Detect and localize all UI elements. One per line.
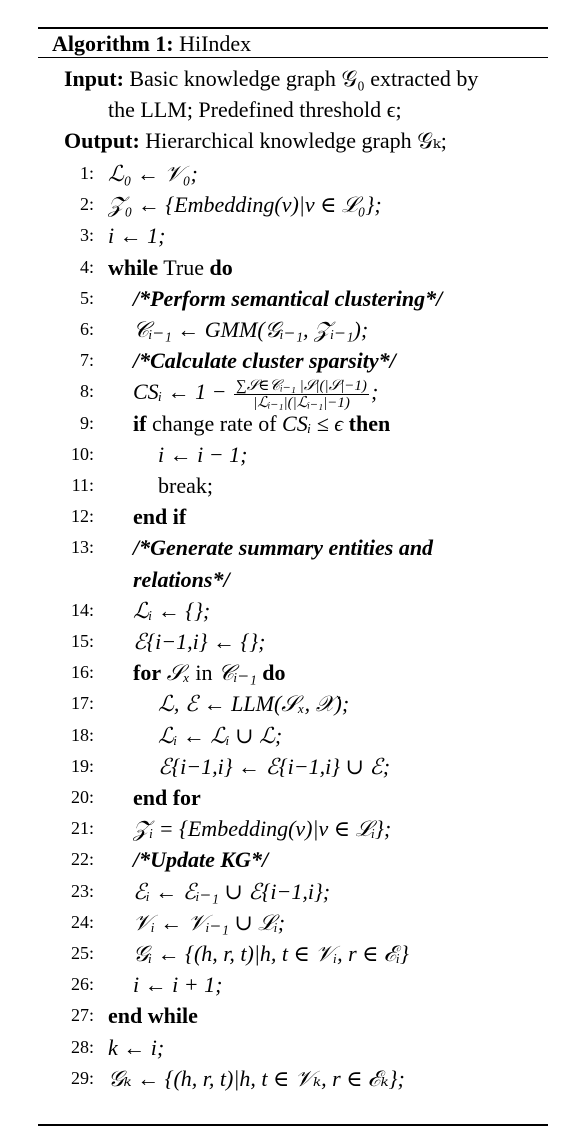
line-number: 27: xyxy=(70,1005,94,1026)
line-content xyxy=(133,345,396,376)
line-content xyxy=(133,813,391,844)
line-number: 2: xyxy=(79,194,94,215)
line-number: 29: xyxy=(70,1067,94,1088)
keyword: if xyxy=(133,410,147,436)
line-number: 24: xyxy=(70,911,94,932)
math-expression: CSᵢ ≤ ϵ xyxy=(282,410,344,436)
math-expression: ℒ₀ ← 𝒱₀; xyxy=(108,161,198,186)
line-number: 14: xyxy=(70,599,94,620)
bottom-rule xyxy=(38,1124,548,1126)
line-number: 9: xyxy=(79,412,94,433)
line-number: 3: xyxy=(79,225,94,246)
math-expression: ℰ{i−1,i} ← ℰ{i−1,i} ∪ ℰ; xyxy=(158,753,391,779)
math-expression: 𝒮ₓ xyxy=(161,660,196,686)
line-content xyxy=(133,844,268,875)
line-content xyxy=(158,470,213,501)
math-expression: 𝒵₀ ← {Embedding(v)|v ∈ ℒ₀}; xyxy=(108,192,382,218)
line-content xyxy=(133,938,409,969)
line-text: change rate of xyxy=(146,410,283,436)
keyword: for xyxy=(133,660,162,686)
line-content xyxy=(133,595,210,626)
keyword: end if xyxy=(133,504,187,530)
line-content xyxy=(158,439,247,470)
output-text: Hierarchical knowledge graph 𝒢ₖ; xyxy=(145,128,447,153)
sparsity-fraction xyxy=(234,378,369,411)
math-expression: ℰ{i−1,i} ← {}; xyxy=(133,629,266,654)
math-expression: 𝒱ᵢ ← 𝒱ᵢ₋₁ ∪ ℒᵢ; xyxy=(133,909,286,935)
comment: relations*/ xyxy=(133,566,230,592)
line-content xyxy=(133,501,186,532)
line-content xyxy=(108,1032,164,1063)
top-rule xyxy=(38,27,548,29)
line-content xyxy=(108,1000,198,1031)
line-number: 11: xyxy=(71,475,94,495)
fraction-numerator: ∑𝒮∈𝒞ᵢ₋₁ |𝒮|(|𝒮|−1) xyxy=(236,377,367,394)
math-expression: ℒᵢ ← {}; xyxy=(133,597,211,623)
math-expression: i ← i − 1; xyxy=(158,441,248,467)
fraction-denominator: |ℒᵢ₋₁|(|ℒᵢ₋₁|−1) xyxy=(253,394,350,411)
line-number: 12: xyxy=(70,506,94,527)
line-number: 7: xyxy=(79,350,94,371)
line-content xyxy=(133,782,201,813)
input-line xyxy=(64,64,478,94)
math-expression: ℒ, ℰ ← LLM(𝒮ₓ, 𝒳); xyxy=(158,691,350,717)
line-content xyxy=(108,1063,405,1094)
math-expression: ; xyxy=(370,379,379,405)
keyword: do xyxy=(209,254,233,280)
line-number: 1: xyxy=(79,163,94,183)
line-number: 4: xyxy=(79,256,94,277)
line-number: 25: xyxy=(70,943,94,963)
math-expression: ℒᵢ ← ℒᵢ ∪ ℒ; xyxy=(158,722,283,748)
line-content xyxy=(133,408,390,439)
line-number: 21: xyxy=(70,818,94,839)
line-content xyxy=(133,532,433,563)
input-line-2 xyxy=(108,95,402,125)
line-number: 28: xyxy=(70,1036,94,1057)
keyword: then xyxy=(343,410,391,436)
line-content xyxy=(133,969,222,1000)
line-content xyxy=(108,220,165,251)
line-content xyxy=(158,688,349,719)
output-label: Output: xyxy=(64,128,140,153)
math-expression: ℰᵢ ← ℰᵢ₋₁ ∪ ℰ{i−1,i}; xyxy=(133,878,331,904)
comment: /*Perform semantical clustering*/ xyxy=(133,285,443,311)
line-number: 18: xyxy=(70,724,94,745)
comment: /*Update KG*/ xyxy=(133,847,269,873)
math-expression: 𝒢ᵢ ← {(h, r, t)|h, t ∈ 𝒱ᵢ, r ∈ ℰᵢ} xyxy=(133,941,409,966)
math-expression: 𝒞ᵢ₋₁ xyxy=(212,660,263,686)
input-label: Input: xyxy=(64,66,124,91)
line-number: 5: xyxy=(79,287,94,308)
line-number: 16: xyxy=(70,662,94,683)
line-content xyxy=(133,283,442,314)
math-expression: i ← i + 1; xyxy=(133,972,223,998)
comment: /*Generate summary entities and xyxy=(133,535,434,561)
line-number: 6: xyxy=(79,319,94,339)
keyword: while xyxy=(108,254,159,280)
line-content xyxy=(133,314,368,345)
line-text: True xyxy=(158,254,210,280)
math-expression: 𝒵ᵢ = {Embedding(v)|v ∈ ℒᵢ}; xyxy=(133,816,392,842)
keyword: end for xyxy=(133,785,201,810)
line-content xyxy=(133,907,285,938)
keyword: do xyxy=(262,660,286,686)
line-number: 15: xyxy=(70,631,94,651)
line-content xyxy=(133,876,330,907)
line-content xyxy=(108,252,233,283)
line-number: 22: xyxy=(70,849,94,870)
line-content xyxy=(158,720,282,751)
line-number: 23: xyxy=(70,880,94,901)
line-number: 19: xyxy=(70,755,94,776)
line-content xyxy=(133,376,378,410)
line-number: 10: xyxy=(70,443,94,464)
math-expression: 𝒞ᵢ₋₁ ← GMM(𝒢ᵢ₋₁, 𝒵ᵢ₋₁); xyxy=(133,317,369,342)
line-content xyxy=(133,626,265,657)
line-content xyxy=(108,158,198,189)
line-content xyxy=(133,657,286,688)
comment: /*Calculate cluster sparsity*/ xyxy=(133,348,396,374)
line-content xyxy=(158,751,390,782)
math-expression: 𝒢ₖ ← {(h, r, t)|h, t ∈ 𝒱ₖ, r ∈ ℰₖ}; xyxy=(108,1065,405,1091)
math-expression: i ← 1; xyxy=(108,223,166,249)
line-text: break; xyxy=(158,473,213,498)
line-number: 8: xyxy=(79,381,94,402)
line-number: 13: xyxy=(70,537,94,558)
line-text: in xyxy=(195,660,213,686)
algorithm-name: HiIndex xyxy=(179,31,252,56)
line-number: 17: xyxy=(70,693,94,714)
algorithm-title xyxy=(52,31,251,57)
input-text-1: Basic knowledge graph 𝒢₀ extracted by xyxy=(129,66,479,91)
algorithm-label: Algorithm 1: xyxy=(52,31,174,56)
output-line xyxy=(64,126,447,156)
line-number: 26: xyxy=(70,974,94,995)
math-expression: CSᵢ ← 1 − xyxy=(133,379,232,405)
header-rule xyxy=(38,57,548,58)
input-text-2: the LLM; Predefined threshold ϵ; xyxy=(108,97,402,122)
line-content xyxy=(108,189,382,220)
math-expression: k ← i; xyxy=(108,1034,165,1060)
keyword: end while xyxy=(108,1003,198,1029)
line-number: 20: xyxy=(70,787,94,807)
line-content xyxy=(133,564,230,595)
